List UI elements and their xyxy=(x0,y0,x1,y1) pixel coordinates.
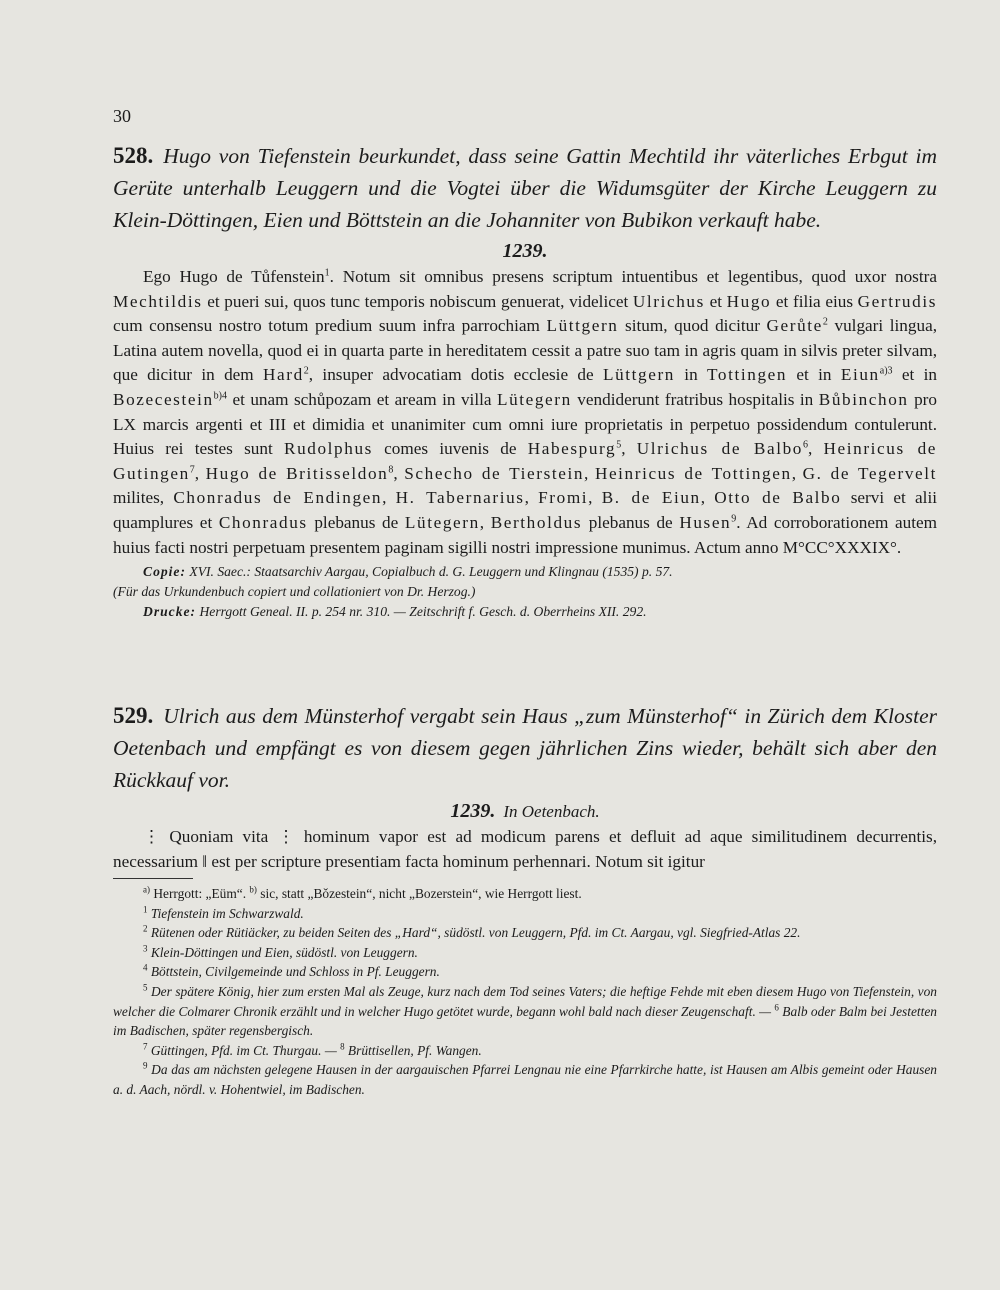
entry-529-number: 529. xyxy=(113,703,154,728)
footnote-7-8: $^7$ Güttingen, Pfd. im Ct. Thurgau. — $^8$ Brüttisellen, Pf. Wangen. xyxy=(143,1041,482,1058)
footnote-1: $^1$ Tiefenstein im Schwarzwald. xyxy=(143,904,304,921)
entry-528-regest: Hugo von Tiefenstein beurkundet, dass seine Gattin Mechtild ihr väterliches Erbgut im Gerüte unterhalb Leuggern und die Vogtei über die Widumsgüter der Kirche Leuggern zu Klein-Döttingen, Eien und Böttstein an die Johanniter von Bubikon verkauft habe. xyxy=(113,144,937,232)
page-number: 30 xyxy=(113,106,131,126)
footnote-rule xyxy=(113,878,193,879)
entry-529-regest: Ulrich aus dem Münsterhof vergabt sein Haus „zum Münsterhof“ in Zürich dem Kloster Oetenbach und empfängt es von diesem gegen jährlichen Zins wieder, behält sich aber den Rückkauf vor. xyxy=(113,704,937,792)
footnote-9: $^9$ Da das am nächsten gelegene Hausen in der aargauischen Pfarrei Lengnau nie eine Pfarrkirche hatte, ist Hausen am Albis gemeint oder Hausen a. d. Aach, nördl. v. Hohentwiel, im Badischen. xyxy=(113,1060,937,1097)
entry-528-prints: Drucke: Herrgott Geneal. II. p. 254 nr. 310. — Zeitschrift f. Gesch. d. Oberrheins XII. 292. xyxy=(143,604,647,620)
footnote-4: $^4$ Böttstein, Civilgemeinde und Schloss in Pf. Leuggern. xyxy=(143,962,440,980)
entry-529-place: In Oetenbach. xyxy=(503,802,600,821)
footnote-3: $^3$ Klein-Döttingen und Eien, südöstl. von Leuggern. xyxy=(143,943,418,960)
entry-529 xyxy=(113,700,937,874)
footnotes xyxy=(113,884,937,1100)
entry-528-heading xyxy=(113,140,937,236)
entry-528-copy-note: (Für das Urkundenbuch copiert und collationiert von Dr. Herzog.) xyxy=(113,584,476,600)
entry-528-copy: Copie: XVI. Saec.: Staatsarchiv Aargau, Copialbuch d. G. Leuggern und Klingnau (1535) p. 57. xyxy=(143,564,673,580)
entry-528-sources xyxy=(113,562,937,622)
entry-528-number: 528. xyxy=(113,143,154,168)
footnote-2: $^2$ Rütenen oder Rütiäcker, zu beiden Seiten des „Hard“, südöstl. von Leuggern, Pfd. im Ct. Aargau, vgl. Siegfried-Atlas 22. xyxy=(143,923,801,941)
entry-529-heading xyxy=(113,700,937,796)
entry-528 xyxy=(113,140,937,622)
entry-529-year: 1239. xyxy=(450,800,496,822)
footnote-5-6: $^5$ Der spätere König, hier zum ersten Mal als Zeuge, kurz nach dem Tod seines Vaters; die heftige Fehde mit eben diesem Hugo von Tiefenstein, von welcher die Colmarer Chronik erzählt und in welcher Hugo getötet wurde, begann wohl bald nach dieser Zeugenschaft. — $^6$ Balb oder Balm bei Jestetten im Badischen, später regensbergisch. xyxy=(113,982,937,1039)
entry-528-body: Ego Hugo de Tůfenstein$^1$. Notum sit omnibus presens scriptum intuentibus et legentibus, quod uxor nostra Mechtildis et pueri sui, quos tunc temporis nobiscum genuerat, videlicet Ulrichus et Hugo et filia eius Gertrudis cum consensu nostro totum predium suum infra parrochiam Lüttgern situm, quod dicitur Gerůte$^2$ vulgari lingua, Latina autem novella, quod ei in quarta parte in hereditatem cessit a patre suo tam in agris quam in silvis preter silvam, que dicitur in dem Hard$^2$, insuper advocatiam dotis ecclesie de Lüttgern in Tottingen et in Eiun$^{a)3}$ et in Bozecestein$^{b)4}$ et unam schůpozam et aream in villa Lütegern vendiderunt fratribus hospitalis in Bůbinchon pro LX marcis argenti et III et dimidia et unanimiter cum omni iure proprietatis in perpetuo possidendum contulerunt. Huius rei testes sunt Rudolphus comes iuvenis de Habespurg$^5$, Ulrichus de Balbo$^6$, Heinricus de Gutingen$^7$, Hugo de Britisseldon$^8$, Schecho de Tierstein, Heinricus de Tottingen, G. de Tegervelt milites, Chonradus de Endingen, H. Tabernarius, Fromi, B. de Eiun, Otto de Balbo servi et alii quamplures et Chonradus plebanus de Lütegern, Bertholdus plebanus de Husen$^9$. Ad corroborationem autem huius facti nostri perpetuam presentem paginam sigilli nostri impressione munimus. Actum anno M°CC°XXXIX°. xyxy=(113,267,938,557)
entry-528-date xyxy=(113,240,937,263)
footnote-ab: $^{a)}$ Herrgott: „Eüm“. $^{b)}$ sic, statt „Bǒzestein“, nicht „Bozerstein“, wie Herrgott liest. xyxy=(143,884,582,901)
entry-528-year: 1239. xyxy=(502,240,548,262)
entry-529-body: ⋮ Quoniam vita ⋮ hominum vapor est ad modicum parens et defluit ad aque similitudinem decurrentis, necessarium ‖ est per scripture presentiam facta hominum perhennari. Notum sit igitur xyxy=(113,827,937,871)
entry-529-date xyxy=(113,800,937,823)
